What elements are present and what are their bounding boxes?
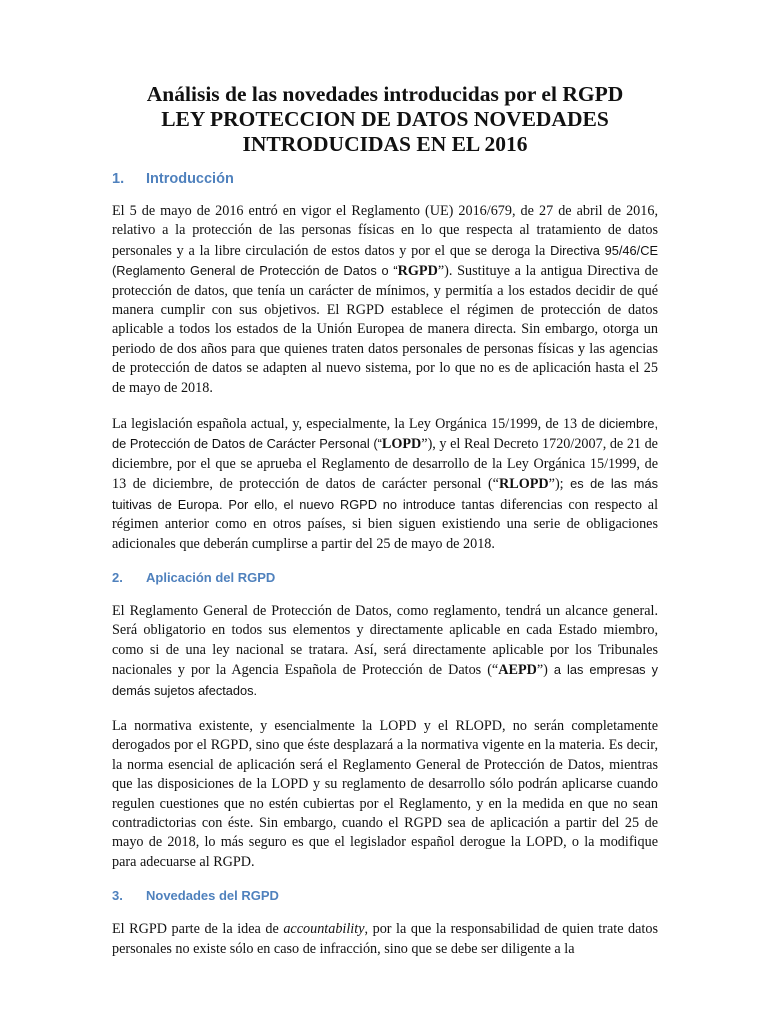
section-heading-introduccion [112, 171, 658, 187]
paragraph-intro-2 [112, 414, 658, 554]
paragraph-novedades-1 [112, 920, 658, 959]
text-run: ”). Sustituye a la antigua Directiva de protección de datos, que tenía un carácter de mínimos, y permitía a los estados decidir de qué manera cumplir con sus objetivos. El RGPD establece el régimen de protección de datos aplicable a todos los estados de la Unión Europea de manera directa. Sin embargo, otorga un periodo de dos años para que quienes traten datos personales de personas físicas y las agencias de protección de datos se adapten al nuevo sistema, por lo que no es de aplicación hasta el 25 de mayo de 2018. [112, 263, 658, 396]
section-heading-aplicacion [112, 570, 658, 585]
section-number: 1. [112, 171, 125, 187]
document-title [112, 82, 658, 157]
text-run: ”); [548, 476, 571, 493]
title-line-3: INTRODUCIDAS EN EL 2016 [242, 132, 528, 156]
text-run: tantas diferencias con respecto al régimen anterior como en otros países, si bien siguen existiendo una serie de obligaciones adicionales que deberán cumplirse a partir del 25 de mayo de 2018. [112, 496, 659, 552]
text-run: es de las más tuitivas de Europa. Por ello, el nuevo RGPD no introduce [112, 476, 658, 512]
term-rlopd: RLOPD [498, 476, 549, 493]
section-title: Introducción [146, 171, 234, 187]
section-title: Novedades del RGPD [146, 888, 279, 904]
term-aepd: AEPD [498, 662, 537, 679]
text-run: Directiva 95/46/CE (Reglamento General de Protección de Datos o “ [112, 242, 658, 279]
text-run: ”), y el Real Decreto 1720/2007, de 21 de diciembre, por el que se aprueba el Reglamento de desarrollo de la Ley Orgánica 15/1999, de 13 de diciembre, de protección de datos de carácter personal (“ [112, 436, 658, 493]
text-run: El RGPD parte de la idea de [112, 921, 284, 938]
section-number: 3. [112, 888, 123, 904]
title-line-1: Análisis de las novedades introducidas por el RGPD [146, 82, 624, 106]
paragraph-intro-1 [112, 202, 658, 398]
text-run: La legislación española actual, y, especialmente, la Ley Orgánica 15/1999, de 13 de [112, 416, 599, 433]
section-title: Aplicación del RGPD [146, 569, 276, 585]
term-lopd: LOPD [381, 436, 422, 453]
term-accountability: accountability [283, 921, 365, 938]
title-line-2: LEY PROTECCION DE DATOS NOVEDADES [161, 107, 609, 131]
section-number: 2. [112, 569, 123, 585]
paragraph-aplicacion-1 [112, 602, 658, 701]
section-heading-novedades [112, 888, 658, 903]
text-run: , por la que la responsabilidad de quien trate datos personales no existe sólo en caso de infracción, sino que se debe ser diligente a la [112, 921, 658, 957]
text-run: diciembre, de Protección de Datos de Carácter Personal (“ [112, 416, 658, 452]
text-run: El 5 de mayo de 2016 entró en vigor el Reglamento (UE) 2016/679, de 27 de abril de 2016, relativo a la protección de las personas físicas en lo que respecta al tratamiento de datos personales y a la libre circulación de estos datos y por el que se deroga la [112, 203, 658, 259]
text-run: a las empresas y demás sujetos afectados. [112, 662, 658, 698]
paragraph-aplicacion-2: La normativa existente, y esencialmente la LOPD y el RLOPD, no serán completamente derogados por el RGPD, sino que éste desplazará a la normativa vigente en la materia. Es decir, la norma esencial de aplicación será el Reglamento General de Protección de Datos, mientras que las disposiciones de la LOPD y su reglamento de desarrollo sólo podrán aplicarse cuando regulen cuestiones que no estén cubiertas por el Reglamento, y en la medida en que no sean contradictorias con éste. Sin embargo, cuando el RGPD sea de aplicación a partir del 25 de mayo de 2018, lo más seguro es que el legislador español derogue la LOPD, o la modifique para adecuarse al RGPD. [112, 717, 658, 870]
text-run: El Reglamento General de Protección de Datos, como reglamento, tendrá un alcance general. Será obligatorio en todos sus elementos y directamente aplicable en cada Estado miembro, como si de una ley nacional se tratara. Así, será directamente aplicable por los Tribunales nacionales y por la Agencia Española de Protección de Datos (“ [112, 602, 658, 679]
term-rgpd: RGPD [397, 263, 438, 280]
text-run: ”) [536, 662, 554, 679]
